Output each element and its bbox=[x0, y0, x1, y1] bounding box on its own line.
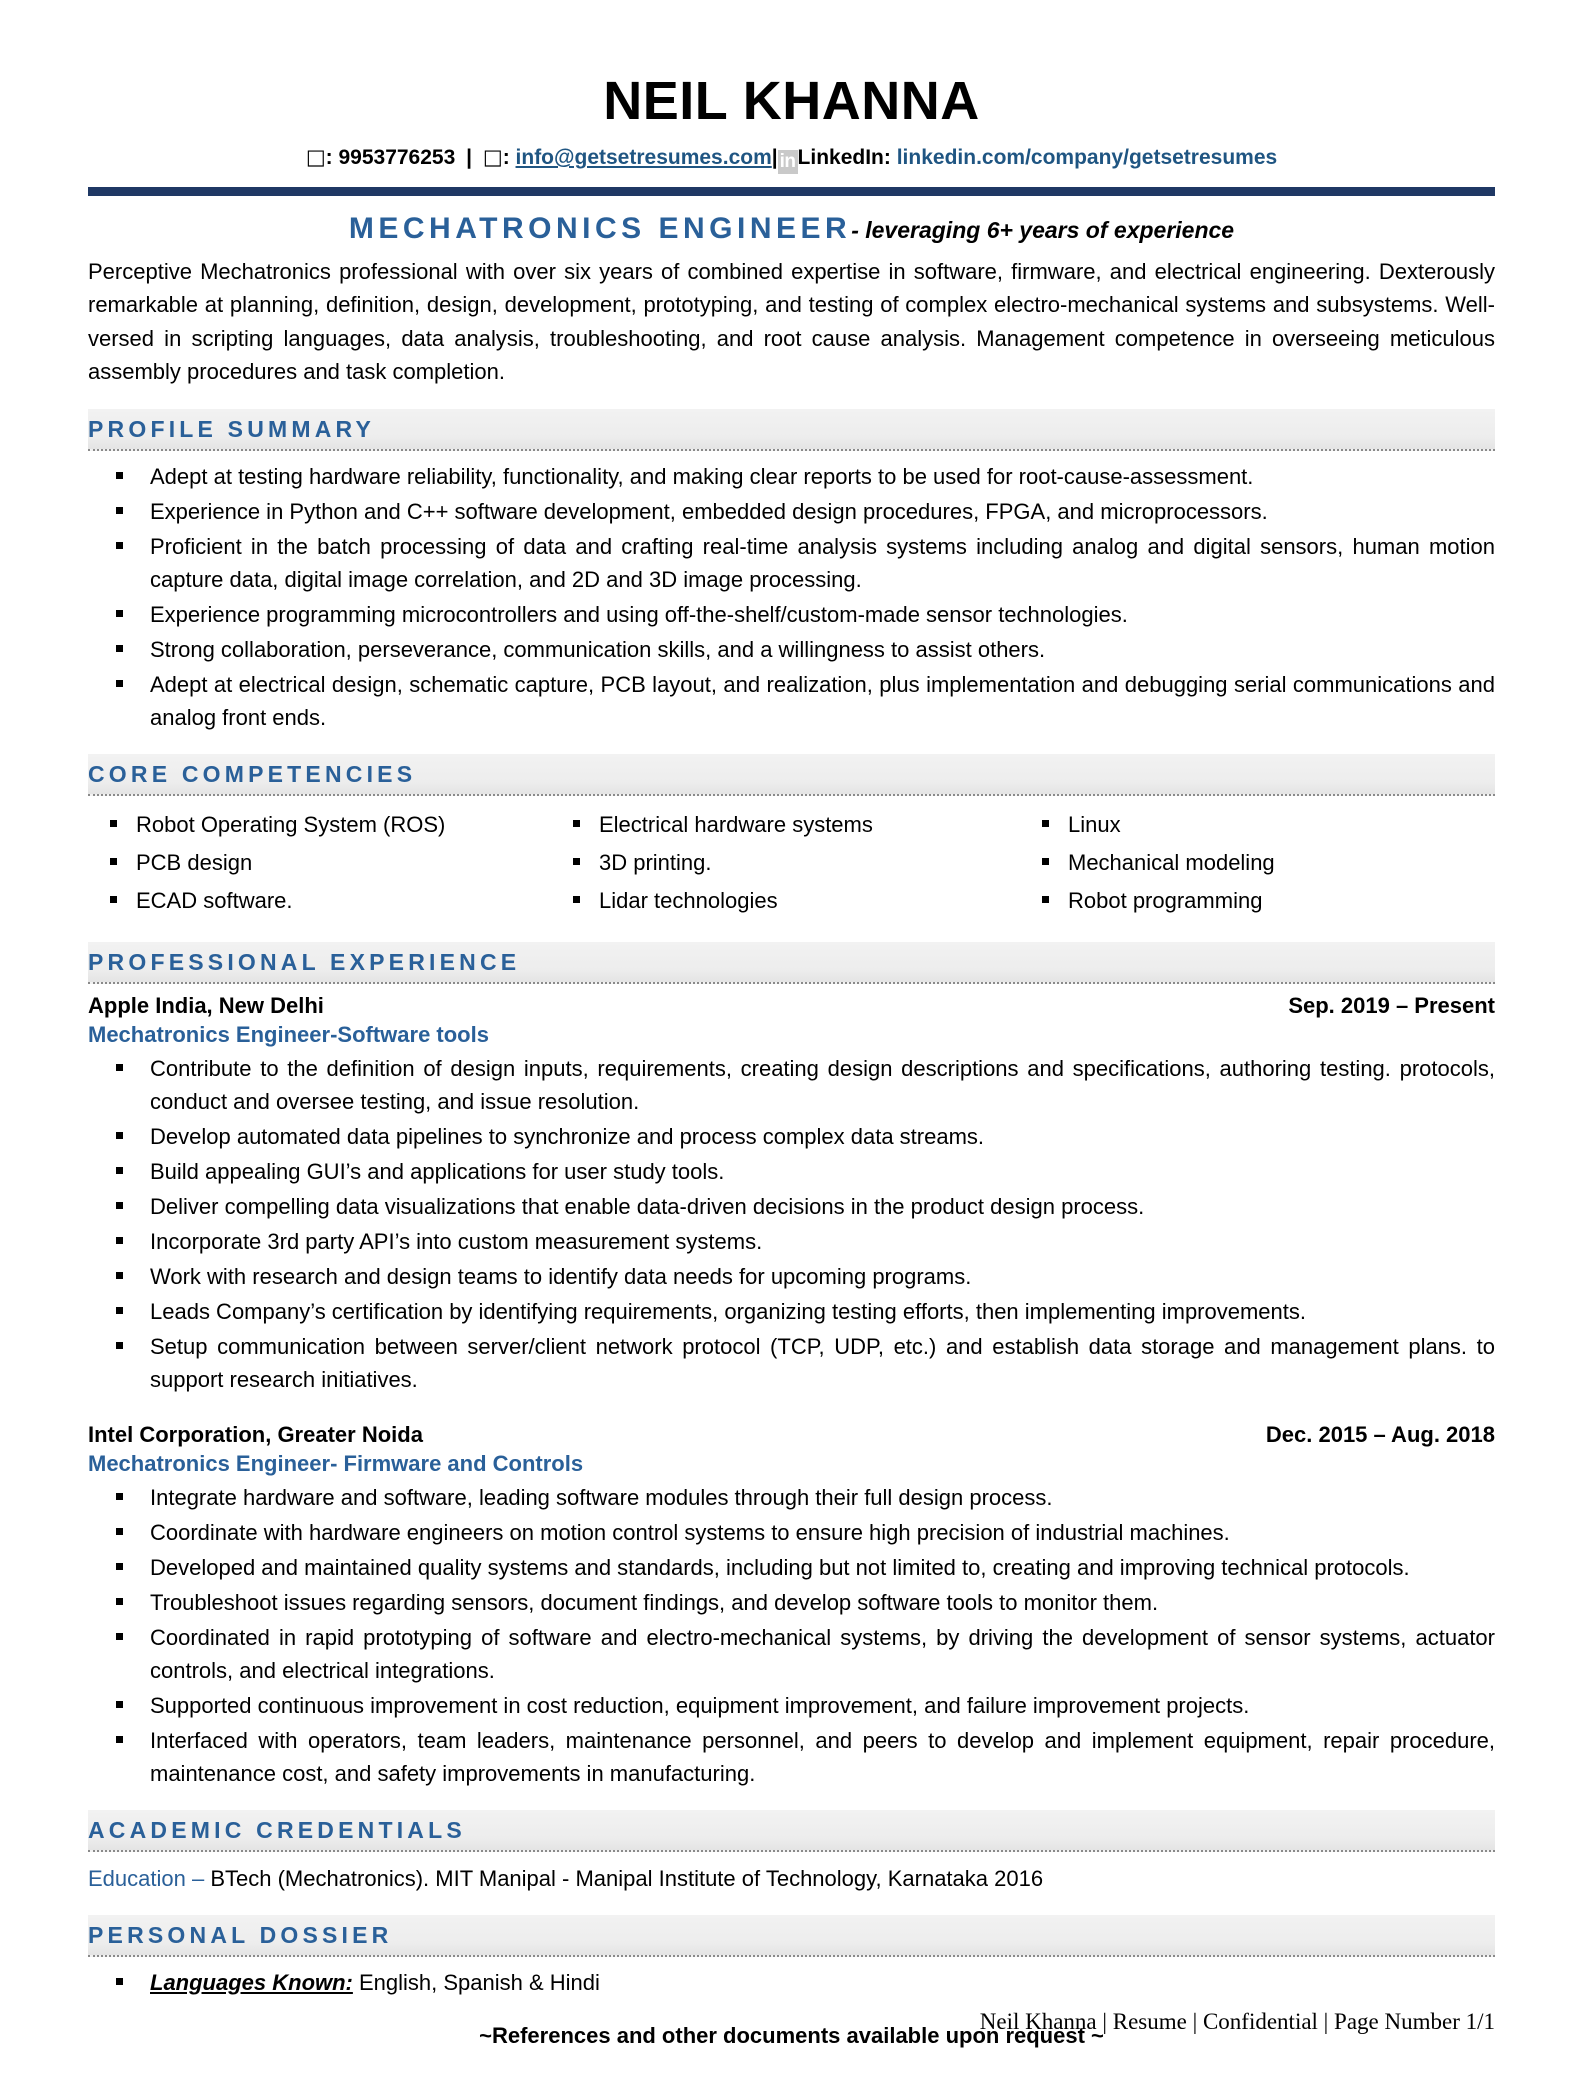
list-item: Robot programming bbox=[1026, 884, 1495, 917]
resume-header bbox=[88, 72, 1495, 196]
intro-paragraph: Perceptive Mechatronics professional with over six years of combined expertise in software, firmware, and electrical engineering. Dexterously remarkable at planning, definition, design, development, prototyping, and testing of complex electro-mechanical systems and subsystems. Well-versed in scripting languages, data analysis, troubleshooting, and root cause analysis. Management competence in overseeing meticulous assembly procedures and task completion. bbox=[88, 258, 1495, 385]
list-item: Linux bbox=[1026, 808, 1495, 841]
list-item: Adept at testing hardware reliability, functionality, and making clear reports to be used for root-cause-assessment. bbox=[88, 460, 1495, 493]
list-item: Proficient in the batch processing of data and crafting real-time analysis systems including analog and digital sensors, human motion capture data, digital image correlation, and 2D and 3D image processing. bbox=[88, 530, 1495, 596]
section-title: CORE COMPETENCIES bbox=[88, 760, 417, 787]
profile-summary-list bbox=[88, 460, 1495, 734]
phone-icon: □ bbox=[305, 145, 326, 170]
list-item: Interfaced with operators, team leaders, maintenance personnel, and peers to develop and implement equipment, repair procedure, maintenance cost, and safety improvements in manufacturing. bbox=[88, 1724, 1495, 1790]
section-header-personal-dossier bbox=[88, 1915, 1495, 1957]
job-dates: Sep. 2019 – Present bbox=[1288, 992, 1495, 1018]
job-dates: Dec. 2015 – Aug. 2018 bbox=[1265, 1421, 1495, 1447]
section-header-academic-credentials bbox=[88, 1810, 1495, 1852]
list-item bbox=[88, 1966, 1495, 1999]
list-item: Develop automated data pipelines to synchronize and process complex data streams. bbox=[88, 1120, 1495, 1153]
role-title-block bbox=[88, 212, 1495, 247]
personal-dossier-list bbox=[88, 1966, 1495, 1999]
job-bullets bbox=[88, 1052, 1495, 1396]
education-line bbox=[88, 1862, 1495, 1895]
list-item: Coordinated in rapid prototyping of software and electro-mechanical systems, by driving the development of sensor systems, actuator controls, and electrical integrations. bbox=[88, 1621, 1495, 1687]
contact-line bbox=[88, 144, 1495, 174]
section-title: ACADEMIC CREDENTIALS bbox=[88, 1816, 466, 1843]
list-item: Leads Company’s certification by identifying requirements, organizing testing efforts, then implementing improvements. bbox=[88, 1295, 1495, 1328]
section-header-professional-experience bbox=[88, 942, 1495, 984]
envelope-icon: □ bbox=[482, 145, 503, 170]
section-title: PROFILE SUMMARY bbox=[88, 415, 376, 442]
list-item: Adept at electrical design, schematic capture, PCB layout, and realization, plus implementation and debugging serial communications and analog front ends. bbox=[88, 668, 1495, 734]
linkedin-icon[interactable]: in bbox=[779, 151, 796, 173]
competency-column-1 bbox=[88, 808, 557, 922]
list-item: Troubleshoot issues regarding sensors, document findings, and develop software tools to monitor them. bbox=[88, 1586, 1495, 1619]
section-header-core-competencies bbox=[88, 754, 1495, 796]
email-link[interactable]: info@getsetresumes.com bbox=[515, 146, 772, 170]
list-item: Coordinate with hardware engineers on motion control systems to ensure high precision of industrial machines. bbox=[88, 1516, 1495, 1549]
list-item: Robot Operating System (ROS) bbox=[88, 808, 557, 841]
languages-label: Languages Known: bbox=[150, 1969, 353, 1995]
phone-number[interactable]: 9953776253 bbox=[338, 146, 456, 170]
job-role-title: Mechatronics Engineer-Software tools bbox=[88, 1021, 489, 1047]
job-company: Intel Corporation, Greater Noida bbox=[88, 1421, 423, 1447]
list-item: PCB design bbox=[88, 846, 557, 879]
email-colon: : bbox=[502, 146, 516, 170]
contact-separator-1: | bbox=[466, 146, 473, 170]
list-item: Mechanical modeling bbox=[1026, 846, 1495, 879]
role-tagline: - leveraging 6+ years of experience bbox=[851, 217, 1235, 244]
phone-colon: : bbox=[325, 146, 339, 170]
list-item: Experience programming microcontrollers and using off-the-shelf/custom-made sensor technologies. bbox=[88, 598, 1495, 631]
list-item: ECAD software. bbox=[88, 884, 557, 917]
list-item: Experience in Python and C++ software development, embedded design procedures, FPGA, and microprocessors. bbox=[88, 495, 1495, 528]
list-item: Lidar technologies bbox=[557, 884, 1026, 917]
role-title: MECHATRONICS ENGINEER bbox=[348, 212, 852, 246]
references-note: ~References and other documents available upon request ~ bbox=[479, 2022, 1104, 2048]
job-entry-apple bbox=[88, 993, 1495, 1396]
education-label: Education – bbox=[88, 1865, 211, 1891]
list-item: Work with research and design teams to identify data needs for upcoming programs. bbox=[88, 1260, 1495, 1293]
list-item: Developed and maintained quality systems and standards, including but not limited to, creating and improving technical protocols. bbox=[88, 1551, 1495, 1584]
list-item: Electrical hardware systems bbox=[557, 808, 1026, 841]
job-header-row bbox=[88, 1422, 1495, 1448]
list-item: Strong collaboration, perseverance, communication skills, and a willingness to assist others. bbox=[88, 633, 1495, 666]
core-competencies-grid bbox=[88, 808, 1495, 922]
job-entry-intel bbox=[88, 1422, 1495, 1790]
list-item: Contribute to the definition of design inputs, requirements, creating design descriptions and specifications, authoring testing. protocols, conduct and oversee testing, and issue resolution. bbox=[88, 1052, 1495, 1118]
linkedin-url[interactable]: linkedin.com/company/getsetresumes bbox=[896, 146, 1278, 170]
list-item: Build appealing GUI’s and applications for user study tools. bbox=[88, 1155, 1495, 1188]
candidate-name: NEIL KHANNA bbox=[603, 71, 980, 131]
languages-value: English, Spanish & Hindi bbox=[352, 1969, 600, 1995]
section-header-profile-summary bbox=[88, 409, 1495, 451]
section-title: PERSONAL DOSSIER bbox=[88, 1921, 393, 1948]
list-item: Setup communication between server/client network protocol (TCP, UDP, etc.) and establish data storage and management plans. to support research initiatives. bbox=[88, 1330, 1495, 1396]
competency-column-2 bbox=[557, 808, 1026, 922]
list-item: Deliver compelling data visualizations that enable data-driven decisions in the product design process. bbox=[88, 1190, 1495, 1223]
list-item: Integrate hardware and software, leading software modules through their full design process. bbox=[88, 1481, 1495, 1514]
linkedin-label: LinkedIn: bbox=[797, 146, 891, 170]
job-company: Apple India, New Delhi bbox=[88, 992, 324, 1018]
competency-column-3 bbox=[1026, 808, 1495, 922]
list-item: Supported continuous improvement in cost reduction, equipment improvement, and failure improvement projects. bbox=[88, 1689, 1495, 1722]
page-footer: Neil Khanna | Resume | Confidential | Page Number 1/1 bbox=[979, 2008, 1495, 2034]
job-header-row bbox=[88, 993, 1495, 1019]
list-item: 3D printing. bbox=[557, 846, 1026, 879]
header-divider-rule bbox=[88, 187, 1495, 196]
list-item: Incorporate 3rd party API’s into custom measurement systems. bbox=[88, 1225, 1495, 1258]
education-value: BTech (Mechatronics). MIT Manipal - Manipal Institute of Technology, Karnataka 2016 bbox=[210, 1865, 1044, 1891]
job-bullets bbox=[88, 1481, 1495, 1790]
section-title: PROFESSIONAL EXPERIENCE bbox=[88, 948, 521, 975]
job-role-title: Mechatronics Engineer- Firmware and Controls bbox=[88, 1450, 584, 1476]
contact-separator-2: | bbox=[771, 146, 778, 170]
